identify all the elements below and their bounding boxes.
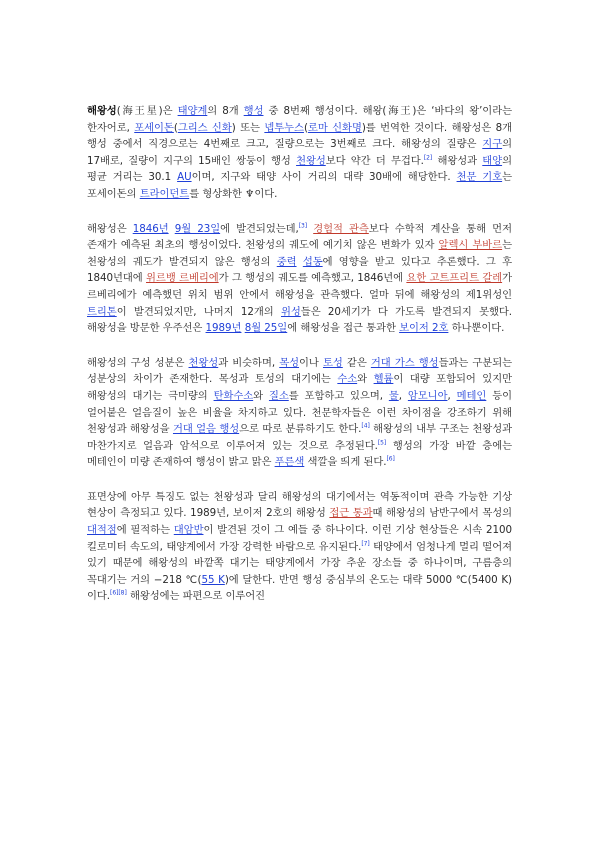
- citation-link[interactable]: [4]: [361, 422, 370, 430]
- paragraph-1: [87, 103, 512, 203]
- missing-article-link[interactable]: 알렉시 부바르: [438, 239, 503, 252]
- text-run: 색깔을 띄게 된다.: [304, 456, 387, 469]
- text-run: 등이 얼어붙은 얼음질이 높은 비율을 차지하고 있다. 천문학자들은 이런 차이점을 강조하기 위해 천왕성과 해왕성을: [87, 389, 512, 436]
- text-run: ,: [447, 389, 457, 402]
- text-run: )를 번역한 것이다. 해왕성은 8개 행성 중에서 직경으로는 4번째로 크고, 질량으로는 3번째로 크다. 해왕성의 질량은: [87, 121, 512, 151]
- text-run: 해왕성의 구성 성분은: [87, 356, 189, 369]
- wiki-link[interactable]: 1989년: [205, 322, 242, 335]
- text-run: 에 발견되었는데,: [220, 222, 299, 235]
- wiki-link[interactable]: 55 K: [201, 573, 225, 586]
- wiki-link[interactable]: 토성: [322, 356, 343, 369]
- wiki-link[interactable]: 목성: [279, 356, 300, 369]
- text-run: 가 그 행성의 궤도를 예측했고, 1846년에: [218, 272, 407, 285]
- text-run: ,: [398, 389, 408, 402]
- citation-link[interactable]: [6]: [386, 455, 395, 463]
- text-run: (: [173, 121, 178, 134]
- missing-article-link[interactable]: 요한 고트프리트 갈레: [406, 272, 503, 285]
- text-run: 표면상에 아무 특징도 없는 천왕성과 달리 해왕성의 대기에서는 역동적이며 관측 가능한 기상 현상이 측정되고 있다. 1989년, 보이저 2호의 해왕성: [87, 490, 512, 520]
- text-run: 때 해왕성의 남반구에서 목성의: [372, 507, 513, 520]
- text-run: 를 형상화한 ♆이다.: [189, 187, 278, 200]
- article-body: [87, 103, 512, 623]
- text-run: (海王星)은: [116, 105, 178, 117]
- text-run: 하나뿐이다.: [448, 322, 505, 335]
- wiki-link[interactable]: 1846년: [132, 222, 169, 235]
- wiki-link[interactable]: 로마 신화: [307, 121, 352, 134]
- text-run: 는 포세이돈의: [87, 171, 513, 200]
- wiki-link[interactable]: 트리톤: [87, 305, 117, 318]
- citation-link[interactable]: [2]: [423, 154, 433, 162]
- text-run: 를 포함하고 있으며,: [288, 389, 389, 402]
- wiki-link[interactable]: AU: [177, 171, 192, 184]
- text-run: (: [303, 121, 308, 134]
- wiki-link[interactable]: 중력: [276, 255, 297, 268]
- wiki-link[interactable]: 탄화수소: [213, 389, 254, 402]
- wiki-link[interactable]: 8월 25일: [244, 322, 288, 335]
- text-run: 의 8개: [207, 105, 244, 117]
- text-run: 해왕성의 내부 구조는 천왕성과 마찬가지로 얼음과 암석으로 이루어져 있는 것으로 추정된다.: [87, 423, 512, 452]
- wiki-link[interactable]: 천문 기호: [456, 171, 503, 184]
- text-run: ) 또는: [231, 121, 265, 134]
- text-run: 와: [253, 389, 269, 402]
- text-run: 와: [357, 373, 374, 386]
- text-run: 보다 약간 더 무겁다.: [325, 154, 424, 167]
- text-run: 가 르베리에가 예측했던 위치 범위 안에서 해왕성을 관측했다. 얼마 뒤에 해왕성의 제1위성인: [87, 272, 512, 301]
- wiki-link[interactable]: 대적점: [87, 524, 117, 537]
- wiki-link[interactable]: 질소: [268, 389, 289, 402]
- text-run: 해왕성과: [432, 154, 483, 167]
- wiki-link[interactable]: 명: [351, 121, 362, 134]
- text-run: 에 필적하는: [116, 524, 174, 537]
- citation-link[interactable]: [7]: [361, 540, 370, 548]
- text-run: 에 영향을 받고 있다고 추론했다. 그 후 1840년대에: [87, 255, 512, 285]
- wiki-link[interactable]: 보이저 2호: [399, 322, 449, 335]
- citation-link[interactable]: [5]: [377, 439, 387, 447]
- paragraph-4: [87, 489, 512, 605]
- text-run: 같은: [342, 356, 371, 369]
- wiki-link[interactable]: 메테인: [456, 389, 487, 402]
- text-run: 과 비슷하며,: [218, 356, 280, 369]
- wiki-link[interactable]: 태양: [482, 154, 503, 167]
- text-run: 는 천왕성의 궤도가 발견되지 않은 행성의: [87, 239, 512, 268]
- wiki-link[interactable]: 위성: [281, 305, 301, 318]
- wiki-link[interactable]: 암모니아: [407, 389, 448, 402]
- wiki-link[interactable]: 9월 23일: [174, 222, 221, 235]
- text-run: 이나: [299, 356, 323, 369]
- text-run: 이 발견된 것이 그 예들 중 하나이다. 이런 기상 현상들은 시속 2100 킬로미터 속도의, 태양계에서 가장 강력한 바람으로 유지된다.: [87, 524, 512, 553]
- wiki-link[interactable]: 거대 가스 행성: [370, 356, 439, 369]
- wiki-link[interactable]: 섭동: [302, 255, 323, 268]
- text-run: 해왕성은: [87, 222, 133, 235]
- wiki-link[interactable]: 포세이돈: [134, 121, 174, 134]
- text-run: )에 달한다. 반면 행성 중심부의 온도는 대략 5000 ℃(5400 K)이다.: [87, 573, 512, 603]
- article-title-term: 해왕성: [87, 105, 117, 117]
- missing-article-link[interactable]: 위르뱅 르베리에: [146, 272, 219, 285]
- paragraph-2: [87, 221, 512, 337]
- text-run: 보다 수학적 계산을 통해 먼저 존재가 예측된 최초의 행성이었다. 천왕성의 궤도에 예기치 않은 변화가 있자: [87, 222, 512, 252]
- missing-article-link[interactable]: 접근 통과: [329, 507, 373, 520]
- wiki-link[interactable]: 푸른색: [274, 456, 305, 469]
- text-run: 들은 20세기가 다 가도록 발견되지 못했다. 해왕성을 방문한 우주선은: [87, 305, 512, 335]
- text-run: 중 8번째 행성이다. 해왕(海王)은 ‘바다의 왕’이라는 한자어로,: [87, 105, 512, 134]
- text-run: 이 대량 포함되어 있지만 해왕성의 대기는 극미량의: [87, 373, 512, 402]
- text-run: 태양에서 엄청나게 멀리 떨어져 있기 때문에 해왕성의 바깥쪽 대기는 태양계에서 가장 추운 장소들 중 하나이며, 구름층의 꼭대기는 거의 −218 ℃(: [87, 540, 512, 586]
- missing-article-link[interactable]: 경험적 관측: [313, 222, 369, 235]
- text-run: 으로 따로 분류하기도 한다.: [239, 423, 362, 436]
- text-run: 들과는 구분되는 성분상의 차이가 존재한다. 목성과 토성의 대기에는: [87, 356, 512, 386]
- wiki-link[interactable]: 그리스 신화: [177, 121, 232, 134]
- wiki-link[interactable]: 넵투누스: [264, 121, 304, 134]
- wiki-link[interactable]: 수소: [337, 373, 358, 386]
- wiki-link[interactable]: 천왕성: [188, 356, 219, 369]
- wiki-link[interactable]: 헬륨: [373, 373, 394, 386]
- citation-link[interactable]: [3]: [298, 222, 308, 230]
- wiki-link[interactable]: 천왕성: [296, 154, 326, 167]
- wiki-link[interactable]: 거대 얼음 행성: [172, 423, 240, 436]
- citation-link[interactable]: [6][8]: [110, 590, 127, 598]
- wiki-link[interactable]: 지구: [482, 138, 503, 151]
- text-run: 이며, 지구와 태양 사이 거리의 대략 30배에 해당한다.: [191, 171, 457, 184]
- text-run: 행성의 가장 바깥 층에는 메테인이 미량 존재하여 행성이 밝고 맑은: [87, 439, 512, 469]
- wiki-link[interactable]: 물: [388, 389, 399, 402]
- wiki-link[interactable]: 행성: [243, 105, 264, 117]
- text-run: 이 발견되었지만, 나머지 12개의: [116, 305, 281, 318]
- text-run: 해왕성에는 파편으로 이루어진: [126, 590, 266, 603]
- text-run: 의 17배로, 질량이 지구의 15배인 쌍둥이 행성: [87, 138, 512, 167]
- wiki-link[interactable]: 태양계: [177, 105, 208, 117]
- wiki-link[interactable]: 대암반: [173, 524, 204, 537]
- text-run: 의 평균 거리는 30.1: [87, 154, 512, 184]
- paragraph-3: [87, 355, 512, 471]
- wiki-link[interactable]: 트라이던트: [139, 187, 190, 200]
- text-run: 에 해왕성을 접근 통과한: [287, 322, 400, 335]
